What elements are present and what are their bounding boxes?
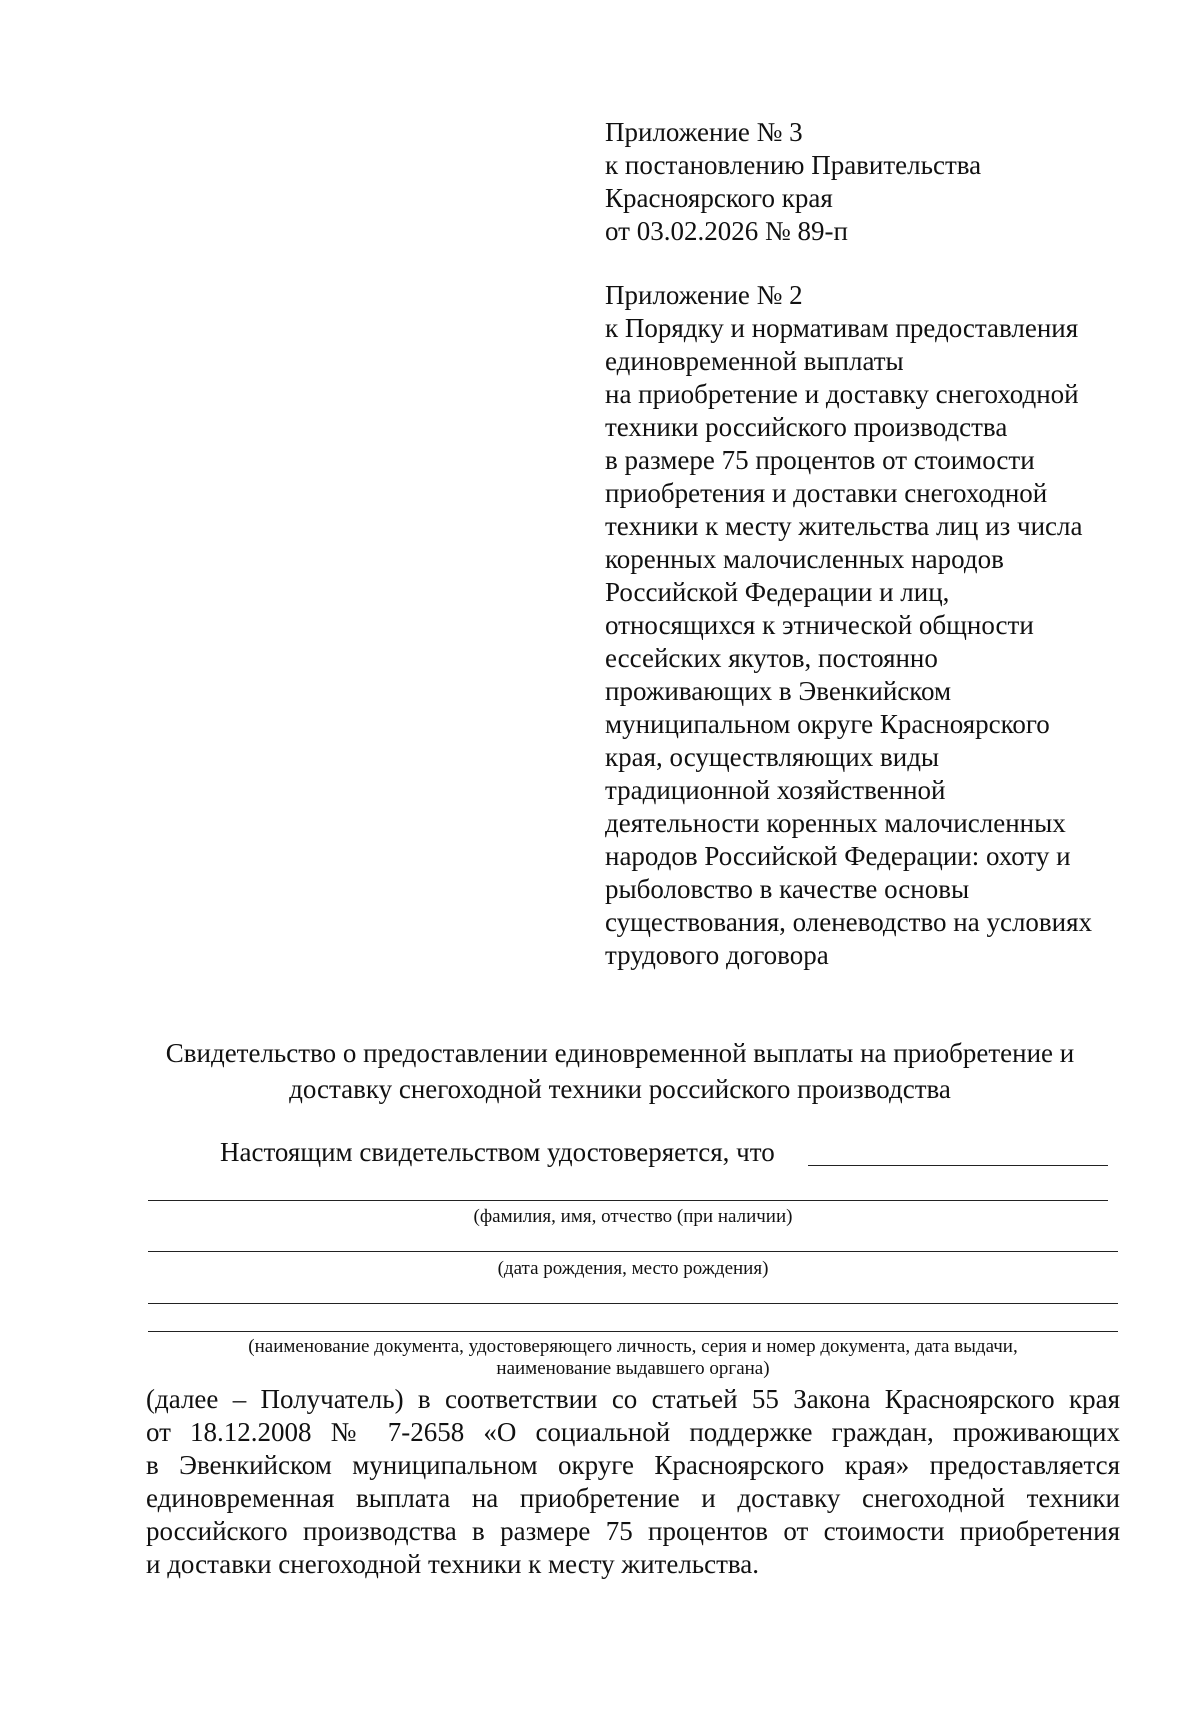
document-caption-line: наименование выдавшего органа) [496,1358,770,1379]
appendix-2-line: деятельности коренных малочисленных [605,808,1066,838]
appendix-2-line: проживающих в Эвенкийском [605,676,952,706]
appendix-2-line: единовременной выплаты [605,346,904,376]
document-caption [148,1336,1118,1380]
appendix-2-line: рыболовство в качестве основы [605,874,970,904]
full-name-blank-line [148,1200,1108,1201]
document-blank-line-1 [148,1303,1118,1304]
body-line: и доставки снегоходной техники к месту жительства. [146,1549,760,1579]
appendix-2-line: коренных малочисленных народов [605,544,1004,574]
body-line: от 18.12.2008 № 7-2658 «О социальной поддержке граждан, проживающих [146,1417,1120,1447]
appendix-3-line: Приложение № 3 [605,117,803,147]
body-line: российского производства в размере 75 процентов от стоимости приобретения [146,1516,1120,1546]
appendix-2-line: относящихся к этнической общности [605,610,1034,640]
appendix-2-line: муниципальном округе Красноярского [605,709,1050,739]
body-line: в Эвенкийском муниципальном округе Красноярского края» предоставляется [146,1450,1120,1480]
appendix-2-line: техники российского производства [605,412,1008,442]
appendix-2-line: Российской Федерации и лиц, [605,577,950,607]
appendix-2-line: в размере 75 процентов от стоимости [605,445,1035,475]
body-line: (далее – Получатель) в соответствии со статьей 55 Закона Красноярского края [146,1384,1120,1414]
appendix-2-line: приобретения и доставки снегоходной [605,478,1048,508]
appendix-2-line: трудового договора [605,940,829,970]
appendix-3-line: Красноярского края [605,183,833,213]
appendix-2-line: техники к месту жительства лиц из числа [605,511,1083,541]
appendix-2-line: края, осуществляющих виды [605,742,940,772]
appendix-3-line: к постановлению Правительства [605,150,982,180]
appendix-2-line: ессейских якутов, постоянно [605,643,938,673]
certificate-title-line: Свидетельство о предоставлении единовременной выплаты на приобретение и [165,1038,1075,1068]
certificate-title-line: доставку снегоходной техники российского производства [289,1074,951,1104]
appendix-2-header [605,279,1092,972]
document-blank-line-2 [148,1331,1118,1332]
appendix-2-line: Приложение № 2 [605,280,803,310]
document-caption-line: (наименование документа, удостоверяющего личность, серия и номер документа, дата выдачи, [248,1336,1018,1357]
appendix-2-line: традиционной хозяйственной [605,775,946,805]
appendix-3-line: от 03.02.2026 № 89-п [605,216,848,246]
recipient-blank-line [808,1165,1108,1166]
appendix-3-header [605,116,981,248]
appendix-2-line: на приобретение и доставку снегоходной [605,379,1079,409]
birth-blank-line [148,1251,1118,1252]
birth-caption: (дата рождения, место рождения) [497,1258,769,1279]
full-name-caption: (фамилия, имя, отчество (при наличии) [473,1206,793,1227]
certificate-title [130,1035,1110,1107]
body-line: единовременная выплата на приобретение и доставку снегоходной техники [146,1483,1120,1513]
intro-text: Настоящим свидетельством удостоверяется, что [220,1137,775,1167]
appendix-2-line: существования, оленеводство на условиях [605,907,1093,937]
appendix-2-line: народов Российской Федерации: охоту и [605,841,1071,871]
body-paragraph [146,1383,1120,1581]
appendix-2-line: к Порядку и нормативам предоставления [605,313,1079,343]
